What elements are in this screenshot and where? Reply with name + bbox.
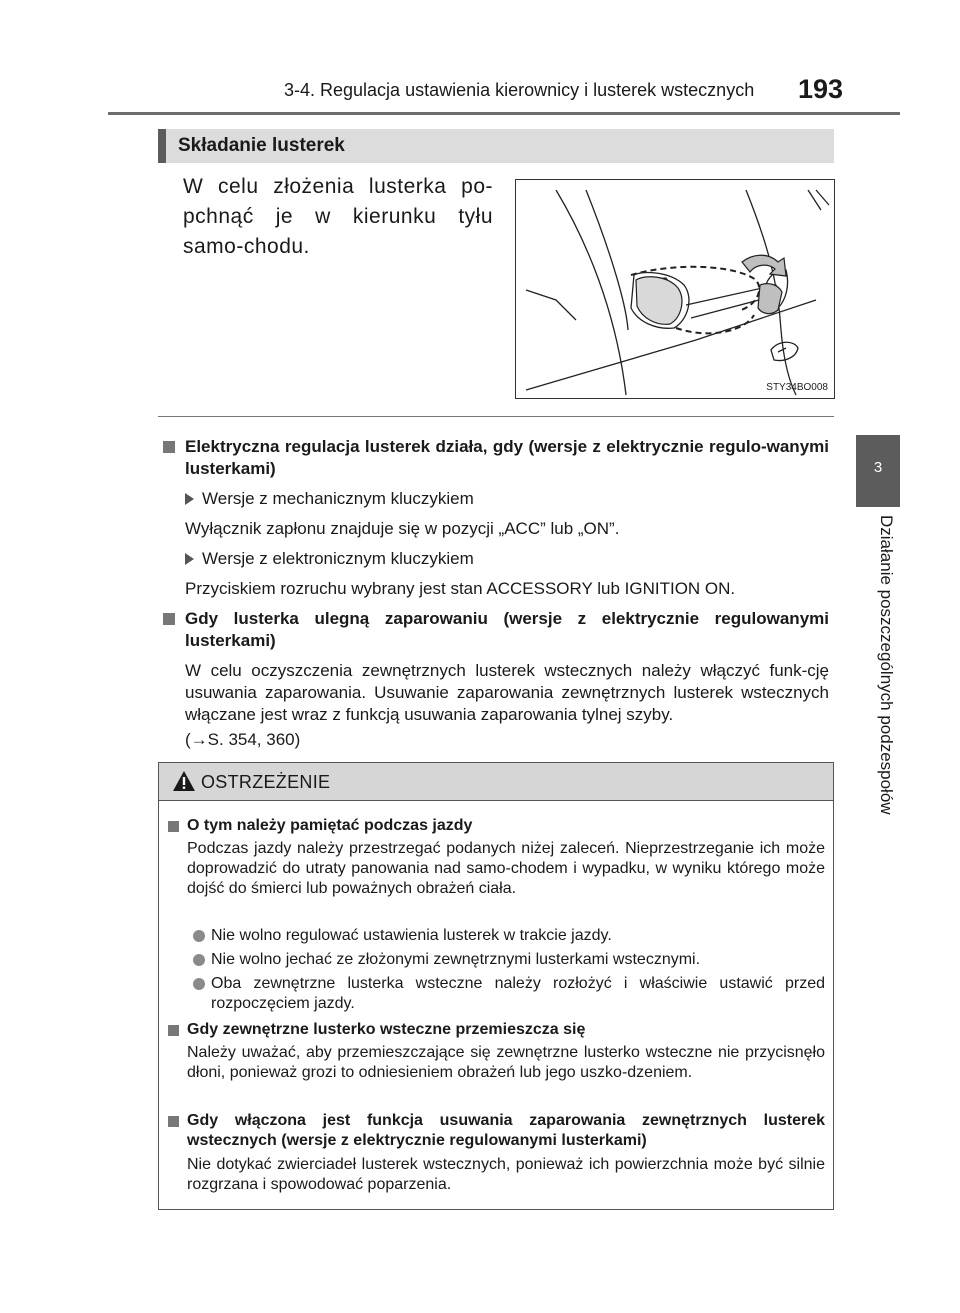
page-number: 193 [798,74,844,104]
warning-title: OSTRZEŻENIE [201,772,331,792]
warning-block-text: Podczas jazdy należy przestrzegać podanych niżej zaleceń. Nieprzestrzeganie ich może doprowadzić do utraty panowania nad samo-chodem i wypadku, w wyniku którego może dojść do śmierci lub poważnych obrażeń ciała. [187,840,825,897]
section-intro: W celu złożenia lusterka po-pchnąć je w kierunku tyłu samo-chodu. [183,175,493,258]
mirror-folding-illustration [515,179,835,399]
figure-code: STY34BO008 [766,382,828,393]
bullet-dot-icon [193,930,205,942]
chapter-number: 3 [873,459,883,476]
warning-bullet: Nie wolno regulować ustawienia lusterek w trakcie jazdy. [211,927,612,944]
running-header: 3-4. Regulacja ustawienia kierownicy i lusterek wstecznych [284,80,755,100]
section-title: Składanie lusterek [178,135,345,156]
note-square-icon [163,441,175,453]
warning-triangle-icon [172,770,196,792]
warning-block-title: Gdy zewnętrzne lusterko wsteczne przemieszcza się [187,1021,586,1038]
section-heading [158,129,834,163]
note-square-icon [163,613,175,625]
triangle-bullet-icon [185,553,194,565]
page-reference: (→S. 354, 360) [185,730,301,749]
variant-label: Wersje z elektronicznym kluczykiem [202,549,474,568]
warning-bullet: Nie wolno jechać ze złożonymi zewnętrznymi lusterkami wstecznymi. [211,951,701,968]
warning-bullet: Oba zewnętrzne lusterka wsteczne należy rozłożyć i właściwie ustawić przed rozpoczęciem jazdy. [211,975,825,1012]
note-title: Elektryczna regulacja lusterek działa, gdy (wersje z elektrycznie regulo-wanymi lusterkami) [185,437,829,478]
section-divider [158,416,834,417]
warning-block-text: Nie dotykać zwierciadeł lusterek wstecznych, ponieważ ich powierzchnia może być silnie rozgrzana i spowodować poparzenia. [187,1156,825,1193]
note-title: Gdy lusterka ulegną zaparowaniu (wersje z elektrycznie regulowanymi lusterkami) [185,609,829,650]
note-text: W celu oczyszczenia zewnętrznych lusterek wstecznych należy włączyć funk-cję usuwania zaparowania. Usuwanie zaparowania zewnętrznych lusterek wstecznych włączane jest wraz z funkcją usuwania zaparowania tylnej szyby. [185,661,829,724]
warning-square-icon [168,1025,179,1036]
variant-label: Wersje z mechanicznym kluczykiem [202,489,474,508]
warning-square-icon [168,821,179,832]
bullet-dot-icon [193,978,205,990]
warning-header [159,763,833,801]
bullet-dot-icon [193,954,205,966]
warning-block-title: O tym należy pamiętać podczas jazdy [187,817,473,834]
warning-block-text: Należy uważać, aby przemieszczające się zewnętrzne lusterko wsteczne nie przycisnęło dłoni, ponieważ grozi to odniesieniem obrażeń lub jego uszko-dzeniem. [187,1044,825,1081]
triangle-bullet-icon [185,493,194,505]
variant-text: Wyłącznik zapłonu znajduje się w pozycji „ACC” lub „ON”. [185,519,620,538]
warning-block-title: Gdy włączona jest funkcja usuwania zaparowania zewnętrznych lusterek wstecznych (wersje z elektrycznie regulowanymi lusterkami) [187,1112,825,1149]
chapter-label: Działanie poszczególnych podzespołów [877,515,896,815]
chapter-tab [856,435,900,507]
warning-box [158,762,834,1210]
mirror-drawing [516,180,834,398]
variant-text: Przyciskiem rozruchu wybrany jest stan ACCESSORY lub IGNITION ON. [185,579,736,598]
header-divider [108,112,900,115]
warning-square-icon [168,1116,179,1127]
